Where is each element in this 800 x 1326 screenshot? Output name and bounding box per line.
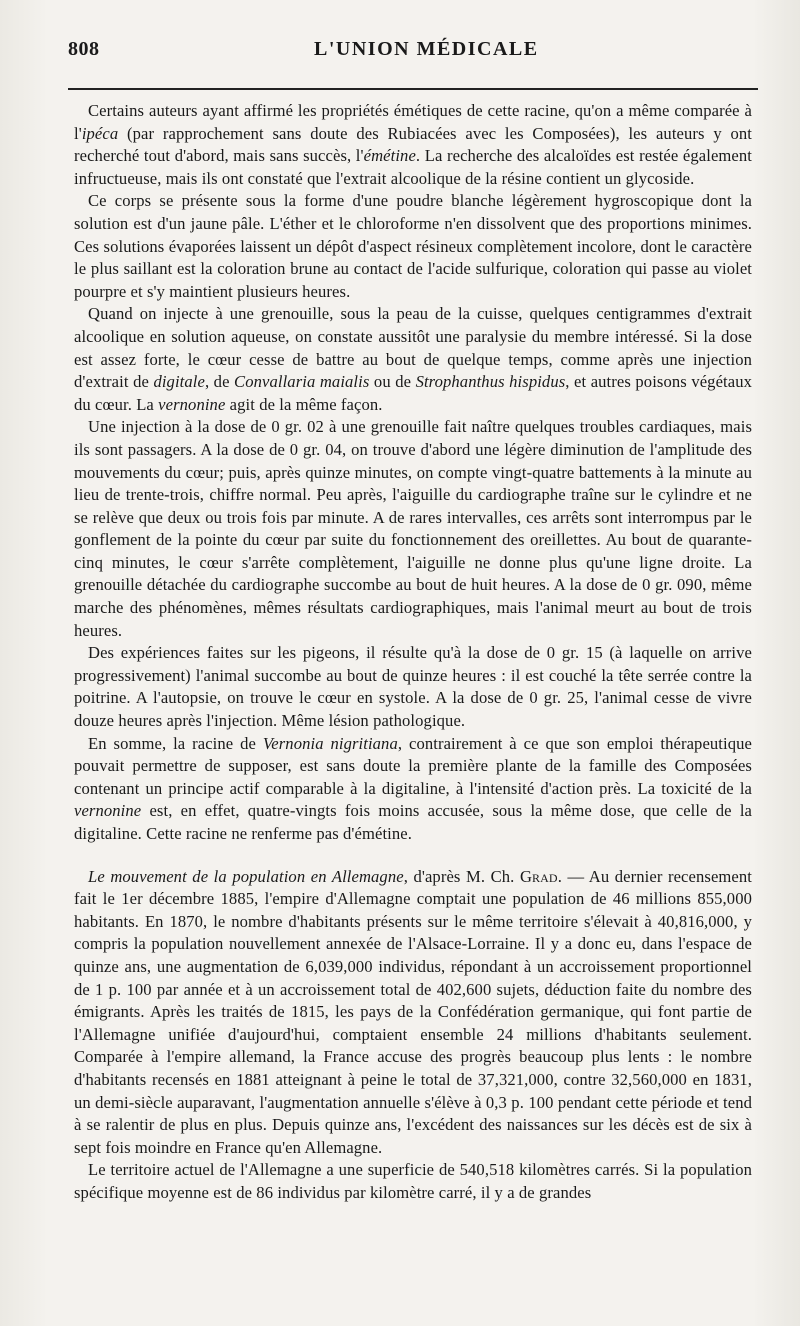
italic-term: vernonine xyxy=(74,801,142,821)
italic-term: Strophanthus hispidus xyxy=(415,372,566,392)
paragraph xyxy=(74,100,752,190)
paragraph-text: Des expériences faites sur les pigeons, il résulte qu'à la dose de 0 gr. 15 (à laquelle on arrive progressivement) l'animal succombe au bout de quinze heures : il est couché la tête serrée contre la poitrine. A l'autopsie, on trouve le cœur en systole. A la dose de 0 gr. 25, l'animal cesse de vivre douze heures après l'injection. Même lésion pathologique. xyxy=(74,643,752,731)
paragraph-text: Quand on injecte à une grenouille, sous la peau de la cuisse, quelques centigrammes d'extrait alcoolique en solution aqueuse, on constate aussitôt une paralysie du membre intéressé. Si la dose est assez forte, le cœur cesse de battre au bout de quelque temps, comme après une injection d'extrait de xyxy=(74,304,752,392)
paragraph-text: En somme, la racine de xyxy=(88,733,263,753)
paragraph xyxy=(74,1159,752,1204)
author-name: Grad xyxy=(519,866,558,886)
running-head xyxy=(68,26,752,60)
paragraph-text: Une injection à la dose de 0 gr. 02 à une grenouille fait naître quelques troubles cardiaques, mais ils sont passagers. A la dose de 0 gr. 04, on trouve d'abord une légère diminution de l'amplitude des mouvements du cœur; puis, après quinze minutes, on compte vingt-quatre battements à la minute au lieu de trente-trois, chiffre normal. Peu après, l'aiguille du cardiographe traîne sur le cylindre et ne se relève que deux ou trois fois par minute. A de rares intervalles, ces arrêts sont interrompus par le gonflement de la pointe du cœur par suite du fonctionnement des oreillettes. Au bout de quarante-cinq minutes, le cœur s'arrête complètement, l'aiguille ne donne plus qu'une ligne droite. La grenouille détachée du cardiographe succombe au bout de huit heures. A la dose de 0 gr. 090, même marche des phénomènes, mêmes résultats cardiographiques, mais l'animal meurt au bout de trois heures. xyxy=(74,417,752,640)
paragraph-text: , et autres poisons végétaux du cœur. La xyxy=(74,372,753,414)
italic-term: émétine xyxy=(363,146,416,166)
italic-term: Le mouvement de la population en Allemagne xyxy=(88,866,404,886)
italic-term: vernonine xyxy=(158,394,226,414)
paragraph-text: Le territoire actuel de l'Allemagne a une superficie de 540,518 kilomètres carrés. Si la population spécifique moyenne est de 86 individus par kilomètre carré, il y a de grandes xyxy=(74,1160,752,1202)
paragraph xyxy=(74,190,752,303)
italic-term: Convallaria maialis xyxy=(234,372,370,392)
paragraph-text: , de xyxy=(204,372,235,392)
paragraph-text: , contrairement à ce que son emploi thérapeutique pouvait permettre de supposer, est sans doute la première plante de la famille des Composées contenant un principe actif comparable à la digitaline, à l'intensité d'action près. La toxicité de la xyxy=(74,733,752,798)
italic-term: ipéca xyxy=(81,123,119,143)
paragraph-text: ou de xyxy=(369,372,416,392)
paragraph-text: est, en effet, quatre-vingts fois moins accusée, sous la même dose, que celle de la digitaline. Cette racine ne renferme pas d'émétine. xyxy=(74,801,752,843)
paragraph-text: , d'après M. Ch. xyxy=(403,866,520,886)
paragraph-text: . La recherche des alcaloïdes est restée également infructueuse, mais ils ont constaté que l'extrait alcoolique de la résine contient un glycoside. xyxy=(74,146,753,188)
italic-term: Vernonia nigritiana xyxy=(262,733,398,753)
paragraph-text: agit de la même façon. xyxy=(225,394,383,414)
paragraph-text: . — Au dernier recensement fait le 1er décembre 1885, l'empire d'Allemagne comptait une population de 46 millions 855,000 habitants. En 1870, le nombre d'habitants présents sur le même territoire s'élevait à 40,816,000, y compris la population nouvellement annexée de l'Alsace-Lorraine. Il y a donc eu, dans l'espace de quinze ans, une augmentation de 6,039,000 individus, répondant à un accroissement proportionnel de 1 p. 100 par année et à un accroissement total de 402,600 sujets, déduction faite du nombre des émigrants. Après les traités de 1815, les pays de la Confédération germanique, qui font partie de l'Allemagne unifiée d'aujourd'hui, comptaient ensemble 24 millions d'habitants seulement. Comparée à l'empire allemand, la France accuse des progrès beaucoup plus lents : le nombre d'habitants recensés en 1881 atteignant à peine le total de 37,321,000, contre 32,560,000 en 1831, un demi-siècle auparavant, l'augmentation annuelle s'élève à 0,3 p. 100 pendant cette période et tend à se ralentir de plus en plus. Depuis quinze ans, l'excédent des naissances sur les décès est de six à sept fois moindre en France qu'en Allemagne. xyxy=(74,866,752,1157)
paragraph xyxy=(74,416,752,642)
journal-title: L'UNION MÉDICALE xyxy=(314,38,539,60)
paragraph-text: (par rapprochement sans doute des Rubiacées avec les Composées), les auteurs y ont recherché tout d'abord, mais sans succès, l' xyxy=(74,123,752,166)
italic-term: digitale xyxy=(153,372,205,392)
paragraph-text: Certains auteurs ayant affirmé les propriétés émétiques de cette racine, qu'on a même comparée à l' xyxy=(74,101,752,143)
section-paragraph xyxy=(74,866,752,1160)
header-rule xyxy=(68,88,758,90)
paragraph xyxy=(74,733,752,846)
article-body xyxy=(74,100,752,1205)
page-number: 808 xyxy=(68,38,100,60)
paragraph xyxy=(74,642,752,732)
paragraph xyxy=(74,303,752,416)
paragraph-text: Ce corps se présente sous la forme d'une poudre blanche légèrement hygroscopique dont la solution est d'un jaune pâle. L'éther et le chloroforme n'en dissolvent que des proportions minimes. Ces solutions évaporées laissent un dépôt d'aspect résineux complètement incolore, dont le caractère le plus saillant est la coloration brune au contact de l'acide sulfurique, coloration qui passe au violet pourpre et s'y maintient plusieurs heures. xyxy=(74,191,752,301)
